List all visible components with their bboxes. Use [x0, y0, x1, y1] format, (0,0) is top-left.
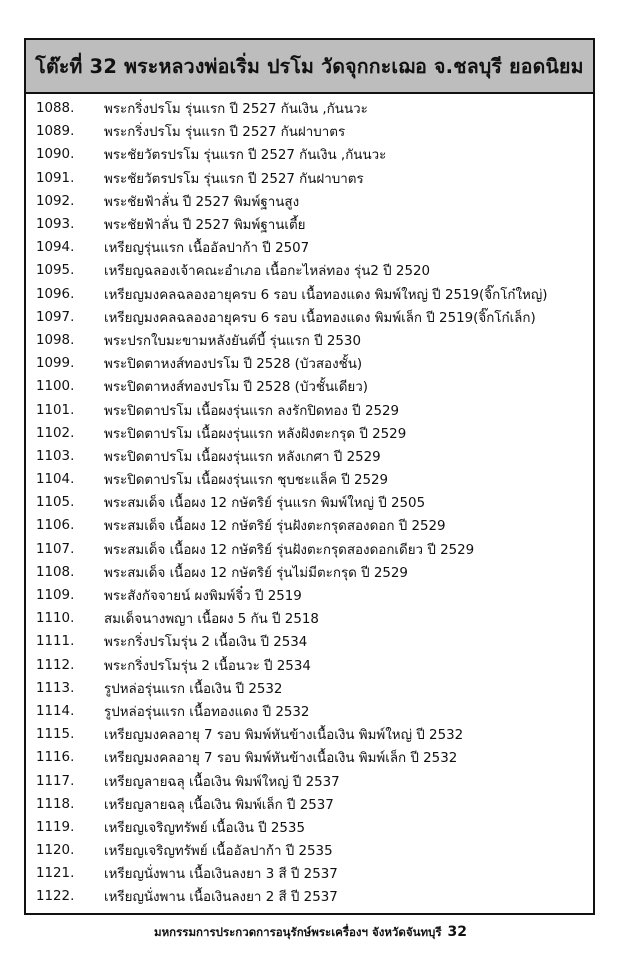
item-description: พระชัยฟ้าลั่น ปี 2527 พิมพ์ฐานเตี้ย: [104, 218, 306, 234]
item-description: รูปหล่อรุ่นแรก เนื้อเงิน ปี 2532: [104, 681, 283, 697]
item-description: พระสมเด็จ เนื้อผง 12 กษัตริย์ รุ่นฝังตะกรุดสองดอก ปี 2529: [104, 519, 446, 535]
item-description: เหรียญเจริญทรัพย์ เนื้อเงิน ปี 2535: [104, 820, 305, 836]
item-number: 1109.: [36, 588, 75, 604]
list-item: [36, 816, 587, 839]
list-item: [36, 584, 587, 607]
list-item: [36, 607, 587, 630]
item-number: 1093.: [36, 217, 75, 233]
item-description: พระกริ่งปรโม รุ่นแรก ปี 2527 กันเงิน ,กันนวะ: [104, 102, 368, 118]
item-description: เหรียญมงคลอายุ 7 รอบ พิมพ์หันข้างเนื้อเงิน พิมพ์ใหญ่ ปี 2532: [104, 728, 464, 744]
item-number: 1103.: [36, 448, 75, 464]
item-number: 1090.: [36, 147, 75, 163]
list-item: [36, 422, 587, 445]
item-description: พระปิดตาปรโม เนื้อผงรุ่นแรก หลังฝังตะกรุด ปี 2529: [104, 426, 407, 442]
item-description: เหรียญนั่งพาน เนื้อเงินลงยา 2 สี ปี 2537: [104, 890, 338, 906]
list-item: [36, 143, 587, 166]
item-number: 1112.: [36, 657, 75, 673]
catalog-page-frame: [24, 38, 595, 915]
list-item: [36, 862, 587, 885]
item-number: 1088.: [36, 101, 75, 117]
list-item: [36, 885, 587, 908]
list-item: [36, 445, 587, 468]
page-number: 32: [447, 924, 467, 940]
item-description: พระปิดตาหงส์ทองปรโม ปี 2528 (บัวชั้นเดียว): [104, 380, 368, 396]
item-number: 1121.: [36, 866, 75, 882]
list-item: [36, 654, 587, 677]
item-number: 1111.: [36, 634, 75, 650]
item-number: 1118.: [36, 796, 75, 812]
item-number: 1095.: [36, 263, 75, 279]
item-description: พระปรกใบมะขามหลังยันต์บี้ รุ่นแรก ปี 2530: [104, 333, 361, 349]
item-list: [36, 97, 587, 909]
list-item: [36, 630, 587, 653]
item-number: 1119.: [36, 819, 75, 835]
list-item: [36, 677, 587, 700]
item-number: 1089.: [36, 124, 75, 140]
item-description: เหรียญนั่งพาน เนื้อเงินลงยา 3 สี ปี 2537: [104, 867, 338, 883]
list-item: [36, 283, 587, 306]
list-item: [36, 120, 587, 143]
list-item: [36, 769, 587, 792]
item-number: 1092.: [36, 193, 75, 209]
item-description: พระชัยฟ้าลั่น ปี 2527 พิมพ์ฐานสูง: [104, 194, 300, 210]
list-item: [36, 190, 587, 213]
item-description: พระสมเด็จ เนื้อผง 12 กษัตริย์ รุ่นไม่มีตะกรุด ปี 2529: [104, 565, 408, 581]
item-description: เหรียญมงคลฉลองอายุครบ 6 รอบ เนื้อทองแดง พิมพ์เล็ก ปี 2519(จิ๊กโก๋เล็ก): [104, 310, 536, 326]
item-description: พระปิดตาหงส์ทองปรโม ปี 2528 (บัวสองชั้น): [104, 357, 363, 373]
item-description: พระสมเด็จ เนื้อผง 12 กษัตริย์ รุ่นแรก พิมพ์ใหญ่ ปี 2505: [104, 496, 426, 512]
item-number: 1102.: [36, 425, 75, 441]
list-item: [36, 514, 587, 537]
item-number: 1116.: [36, 750, 75, 766]
item-description: พระชัยวัตรปรโม รุ่นแรก ปี 2527 กันเงิน ,กันนวะ: [104, 148, 387, 164]
item-number: 1097.: [36, 309, 75, 325]
item-description: เหรียญฉลองเจ้าคณะอำเภอ เนื้อกะไหล่ทอง รุ่น2 ปี 2520: [104, 264, 430, 280]
list-item: [36, 259, 587, 282]
item-number: 1107.: [36, 541, 75, 557]
item-description: เหรียญลายฉลุ เนื้อเงิน พิมพ์เล็ก ปี 2537: [104, 797, 334, 813]
item-description: พระปิดตาปรโม เนื้อผงรุ่นแรก หลังเกศา ปี 2529: [104, 449, 381, 465]
item-number: 1105.: [36, 495, 75, 511]
item-description: พระปิดตาปรโม เนื้อผงรุ่นแรก ลงรักปิดทอง ปี 2529: [104, 403, 400, 419]
item-description: พระกริ่งปรโม รุ่นแรก ปี 2527 กันฝาบาตร: [104, 125, 346, 141]
item-number: 1101.: [36, 402, 75, 418]
list-item: [36, 398, 587, 421]
list-item: [36, 236, 587, 259]
item-number: 1094.: [36, 240, 75, 256]
item-number: 1108.: [36, 564, 75, 580]
list-item: [36, 375, 587, 398]
item-number: 1114.: [36, 703, 75, 719]
list-item: [36, 491, 587, 514]
item-description: พระชัยวัตรปรโม รุ่นแรก ปี 2527 กันฝาบาตร: [104, 171, 364, 187]
footer-text: มหกรรมการประกวดการอนุรักษ์พระเครื่องฯ จังหวัดจันทบุรี: [153, 925, 442, 939]
item-description: พระปิดตาปรโม เนื้อผงรุ่นแรก ชุบชะแล็ค ปี 2529: [104, 473, 389, 489]
list-item: [36, 839, 587, 862]
item-number: 1091.: [36, 170, 75, 186]
item-number: 1120.: [36, 843, 75, 859]
item-description: เหรียญเจริญทรัพย์ เนื้ออัลปาก้า ปี 2535: [104, 844, 333, 860]
list-item: [36, 700, 587, 723]
list-item: [36, 723, 587, 746]
item-description: เหรียญมงคลอายุ 7 รอบ พิมพ์หันข้างเนื้อเงิน พิมพ์เล็ก ปี 2532: [104, 751, 458, 767]
item-description: เหรียญมงคลฉลองอายุครบ 6 รอบ เนื้อทองแดง พิมพ์ใหญ่ ปี 2519(จิ๊กโก๋ใหญ่): [104, 287, 548, 303]
item-description: พระกริ่งปรโมรุ่น 2 เนื้อเงิน ปี 2534: [104, 635, 308, 651]
list-item: [36, 746, 587, 769]
item-number: 1096.: [36, 286, 75, 302]
list-item: [36, 561, 587, 584]
list-item: [36, 538, 587, 561]
item-number: 1110.: [36, 611, 75, 627]
list-item: [36, 793, 587, 816]
list-item: [36, 329, 587, 352]
list-item: [36, 306, 587, 329]
item-number: 1115.: [36, 727, 75, 743]
item-number: 1113.: [36, 680, 75, 696]
item-description: พระสังกัจจายน์ ผงพิมพ์จิ๋ว ปี 2519: [104, 589, 302, 605]
item-description: สมเด็จนางพญา เนื้อผง 5 กัน ปี 2518: [104, 612, 319, 628]
item-number: 1100.: [36, 379, 75, 395]
item-number: 1117.: [36, 773, 75, 789]
list-item: [36, 97, 587, 120]
item-description: รูปหล่อรุ่นแรก เนื้อทองแดง ปี 2532: [104, 704, 310, 720]
item-description: พระสมเด็จ เนื้อผง 12 กษัตริย์ รุ่นฝังตะกรุดสองดอกเดียว ปี 2529: [104, 542, 475, 558]
page-footer: [0, 924, 621, 942]
page-title: โต๊ะที่ 32 พระหลวงพ่อเริ่ม ปรโม วัดจุกกะเฌอ จ.ชลบุรี ยอดนิยม: [35, 54, 584, 78]
list-item: [36, 167, 587, 190]
table-header: [26, 40, 593, 94]
item-description: เหรียญรุ่นแรก เนื้ออัลปาก้า ปี 2507: [104, 241, 310, 257]
item-description: พระกริ่งปรโมรุ่น 2 เนื้อนวะ ปี 2534: [104, 658, 311, 674]
list-item: [36, 352, 587, 375]
item-number: 1122.: [36, 889, 75, 905]
item-number: 1104.: [36, 472, 75, 488]
item-number: 1106.: [36, 518, 75, 534]
item-number: 1098.: [36, 332, 75, 348]
list-item: [36, 213, 587, 236]
list-item: [36, 468, 587, 491]
item-number: 1099.: [36, 356, 75, 372]
item-description: เหรียญลายฉลุ เนื้อเงิน พิมพ์ใหญ่ ปี 2537: [104, 774, 340, 790]
